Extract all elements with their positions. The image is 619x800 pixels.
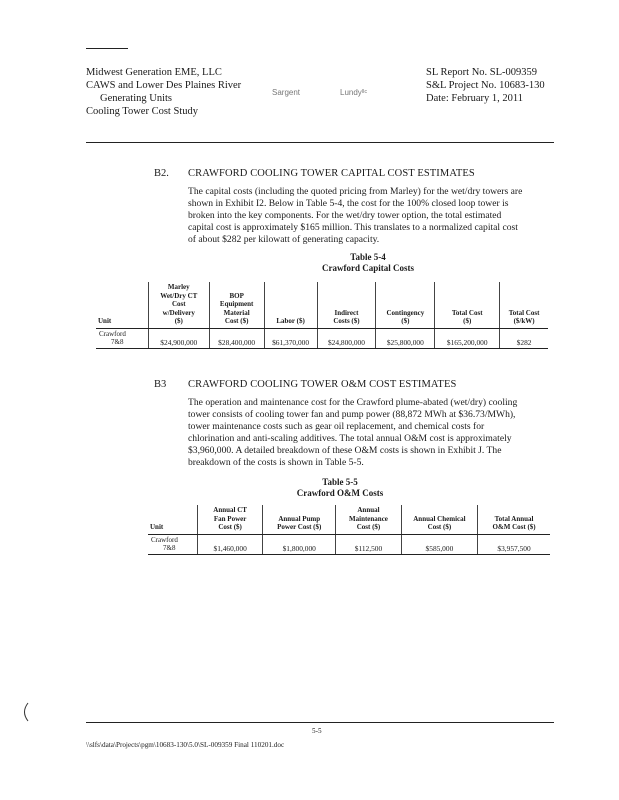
h-line: ($) xyxy=(401,317,410,325)
table-row xyxy=(148,534,550,554)
top-short-rule xyxy=(86,48,128,49)
cell-bop: $28,400,000 xyxy=(209,328,264,348)
h-line: Annual Pump xyxy=(278,514,321,523)
h-line: Material xyxy=(223,308,250,317)
header-left xyxy=(86,66,241,118)
header-company: Midwest Generation EME, LLC xyxy=(86,67,222,78)
b3-line: breakdown of the costs is shown in Table 5-5. xyxy=(188,457,364,468)
h-line: ($) xyxy=(174,317,183,325)
h-line: O&M Cost ($) xyxy=(492,523,536,531)
table-row xyxy=(96,328,548,348)
h-line: Fan Power xyxy=(213,514,247,523)
table-5-4 xyxy=(96,282,548,349)
unit-numbers: 7&8 xyxy=(163,544,176,552)
section-b3-paragraph xyxy=(188,397,517,469)
col-header-unit xyxy=(148,505,197,534)
h-line: Costs ($) xyxy=(333,317,360,325)
h-line: ($/kW) xyxy=(513,317,535,325)
header-project: CAWS and Lower Des Plaines River xyxy=(86,80,242,91)
unit-name: Crawford xyxy=(99,329,126,338)
col-header-fan-power xyxy=(197,505,262,534)
header-date: Date: February 1, 2011 xyxy=(426,93,524,104)
table-5-5-title: Crawford O&M Costs xyxy=(296,488,384,498)
h-line: Cost ($) xyxy=(356,523,381,531)
col-header-total-cost xyxy=(435,282,500,328)
h-line: Total Cost xyxy=(508,308,540,317)
b3-line: chlorination and anti-scaling additives. The total annual O&M cost is approximately xyxy=(188,433,512,444)
header-report-no: SL Report No. SL-009359 xyxy=(426,67,538,78)
section-b3-number: B3 xyxy=(154,379,167,390)
b3-line: tower maintenance costs such as gear oil replacement, and chemical costs for xyxy=(188,421,485,432)
h-line: Cost xyxy=(171,300,186,308)
header-units: Generating Units xyxy=(100,93,173,104)
col-header-pump-power xyxy=(263,505,336,534)
h-line: Contingency xyxy=(386,308,425,317)
col-header-total-per-kw xyxy=(500,282,548,328)
table-5-4-header-row xyxy=(96,282,548,328)
table-5-4-title: Crawford Capital Costs xyxy=(322,263,414,273)
col-header-labor xyxy=(264,282,317,328)
cell-pump-power: $1,800,000 xyxy=(263,534,336,554)
cell-total-annual: $3,957,500 xyxy=(478,534,550,554)
h-line: BOP xyxy=(229,291,244,300)
h-unit: Unit xyxy=(98,317,112,325)
page-number: 5-5 xyxy=(312,727,322,735)
margin-bracket-mark xyxy=(20,702,30,722)
h-line: Equipment xyxy=(219,300,254,308)
col-header-indirect xyxy=(317,282,376,328)
section-b3-title: CRAWFORD COOLING TOWER O&M COST ESTIMATES xyxy=(188,379,457,390)
b2-line: of about $282 per kilowatt of generating capacity. xyxy=(188,234,380,245)
section-b2-title: CRAWFORD COOLING TOWER CAPITAL COST ESTIMATES xyxy=(188,168,475,179)
table-5-5-caption xyxy=(160,477,520,499)
col-header-chemical xyxy=(401,505,477,534)
header-right xyxy=(426,66,545,105)
h-line: Power Cost ($) xyxy=(277,523,322,531)
col-header-bop xyxy=(209,282,264,328)
logo-sargent: Sargent xyxy=(272,88,301,97)
unit-numbers: 7&8 xyxy=(111,338,124,346)
table-5-5-label: Table 5-5 xyxy=(322,477,358,487)
h-line: ($) xyxy=(463,317,472,325)
h-unit: Unit xyxy=(150,523,164,531)
col-header-unit xyxy=(96,282,148,328)
cell-unit xyxy=(96,328,148,348)
cell-chemical: $585,000 xyxy=(401,534,477,554)
col-header-marley xyxy=(148,282,209,328)
h-line: w/Delivery xyxy=(162,308,195,317)
table-5-4-caption xyxy=(188,252,548,274)
b2-line: The capital costs (including the quoted pricing from Marley) for the wet/dry towers are xyxy=(188,186,523,197)
b2-line: capital cost is approximately $165 million. This translates to a normalized capital cost xyxy=(188,222,518,233)
col-header-total-annual xyxy=(478,505,550,534)
h-line: Total Annual xyxy=(494,514,534,523)
b3-line: The operation and maintenance cost for the Crawford plume-abated (wet/dry) cooling xyxy=(188,397,518,408)
h-line: Wet/Dry CT xyxy=(160,291,198,300)
b3-line: tower consists of cooling tower fan and pump power (88,872 MWh at $36.73/MWh), xyxy=(188,409,516,420)
table-5-5-header-row xyxy=(148,505,550,534)
h-line: Indirect xyxy=(334,308,359,317)
header-rule xyxy=(86,142,554,143)
cell-labor: $61,370,000 xyxy=(264,328,317,348)
h-line: Labor ($) xyxy=(276,317,305,325)
footer-file-path: \\slfs\data\Projects\pgm\10683-130\5.0\SL-009359 Final 110201.doc xyxy=(86,741,285,749)
h-line: Annual xyxy=(357,506,380,514)
table-5-5 xyxy=(148,505,550,555)
cell-indirect: $24,800,000 xyxy=(317,328,376,348)
section-b2-number: B2. xyxy=(154,168,169,179)
col-header-contingency xyxy=(376,282,435,328)
b3-line: $3,960,000. A detailed breakdown of these O&M costs is shown in Exhibit J. The xyxy=(188,445,502,456)
section-b2-paragraph xyxy=(188,186,522,246)
col-header-maintenance xyxy=(336,505,402,534)
h-line: Annual CT xyxy=(213,506,247,514)
h-line: Annual Chemical xyxy=(413,514,466,523)
footer-rule xyxy=(86,722,554,723)
b2-line: shown in Exhibit I2. Below in Table 5-4, the cost for the 100% closed loop tower is xyxy=(188,198,509,209)
cell-maintenance: $112,500 xyxy=(336,534,402,554)
h-line: Cost ($) xyxy=(218,523,242,531)
h-line: Cost ($) xyxy=(224,317,249,325)
logo-lundy: Lundyˡˡᶜ xyxy=(340,88,368,97)
h-line: Maintenance xyxy=(349,514,388,523)
table-5-4-label: Table 5-4 xyxy=(350,252,386,262)
header-study: Cooling Tower Cost Study xyxy=(86,106,198,117)
cell-contingency: $25,800,000 xyxy=(376,328,435,348)
cell-unit xyxy=(148,534,197,554)
unit-name: Crawford xyxy=(151,535,178,544)
h-line: Cost ($) xyxy=(427,523,452,531)
b2-line: broken into the key components. For the wet/dry tower option, the total estimated xyxy=(188,210,502,221)
cell-fan-power: $1,460,000 xyxy=(197,534,262,554)
cell-total-cost: $165,200,000 xyxy=(435,328,500,348)
h-line: Total Cost xyxy=(451,308,483,317)
cell-total-per-kw: $282 xyxy=(500,328,548,348)
h-line: Marley xyxy=(167,283,190,291)
header-project-no: S&L Project No. 10683-130 xyxy=(426,80,545,91)
cell-marley: $24,900,000 xyxy=(148,328,209,348)
